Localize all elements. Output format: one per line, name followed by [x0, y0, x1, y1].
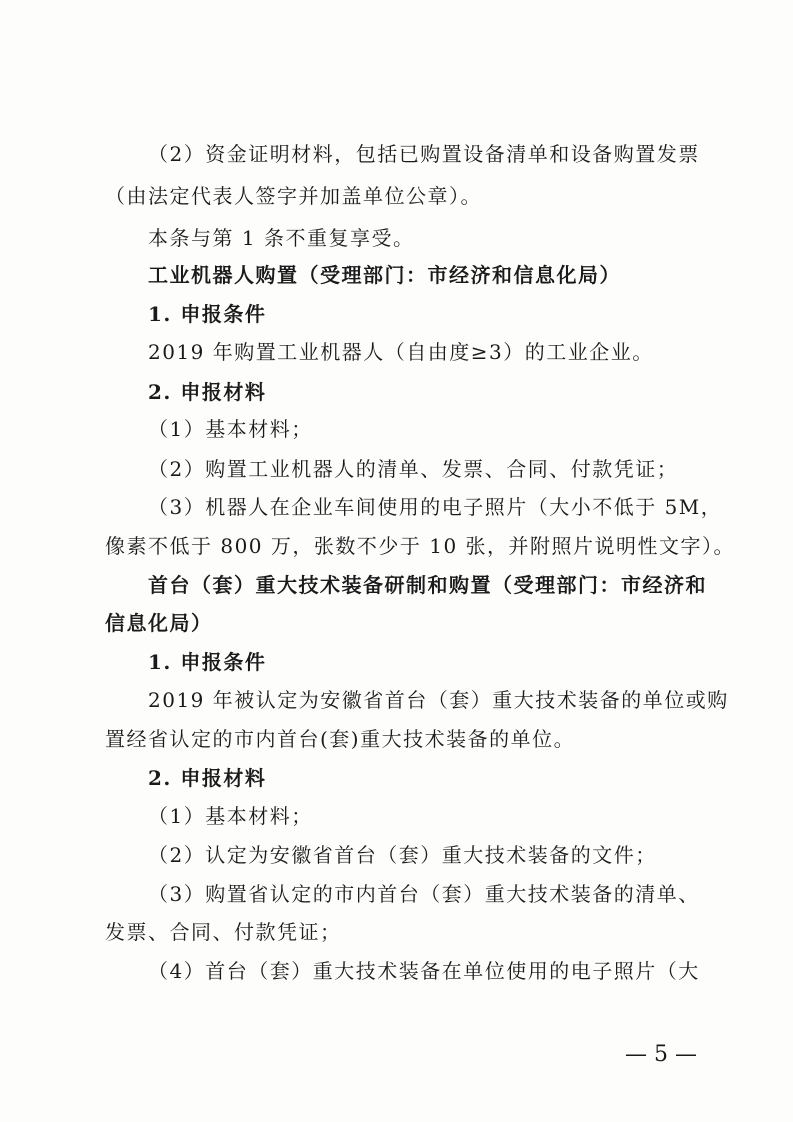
subsection-heading: 1. 申报条件: [148, 650, 267, 674]
section-heading: 首台（套）重大技术装备研制和购置（受理部门：市经济和: [148, 573, 707, 597]
page-number: — 5 —: [625, 1042, 697, 1067]
paragraph-line: （由法定代表人签字并加盖单位公章）。: [105, 184, 482, 208]
paragraph-line: 2019 年购置工业机器人（自由度≥3）的工业企业。: [148, 340, 654, 364]
subsection-heading: 2. 申报材料: [148, 380, 267, 404]
paragraph-line: 置经省认定的市内首台(套)重大技术装备的单位。: [105, 727, 576, 751]
paragraph-line: （1）基本材料；: [148, 417, 313, 441]
paragraph-line: （2）购置工业机器人的清单、发票、合同、付款凭证；: [148, 457, 679, 481]
paragraph-line: 2019 年被认定为安徽省首台（套）重大技术装备的单位或购: [148, 688, 729, 712]
subsection-heading: 2. 申报材料: [148, 766, 267, 790]
paragraph-line: 本条与第 1 条不重复享受。: [148, 226, 415, 250]
paragraph-line: 像素不低于 800 万，张数不少于 10 张，并附照片说明性文字）。: [105, 534, 736, 558]
section-heading: 信息化局）: [105, 611, 213, 635]
paragraph-line: （2）资金证明材料，包括已购置设备清单和设备购置发票: [148, 142, 700, 166]
section-heading: 工业机器人购置（受理部门：市经济和信息化局）: [148, 263, 621, 287]
subsection-heading: 1. 申报条件: [148, 302, 267, 326]
paragraph-line: （3）机器人在企业车间使用的电子照片（大小不低于 5M，: [148, 495, 723, 519]
paragraph-line: （4）首台（套）重大技术装备在单位使用的电子照片（大: [148, 959, 700, 983]
paragraph-line: （1）基本材料；: [148, 804, 313, 828]
paragraph-line: 发票、合同、付款凭证；: [105, 920, 342, 944]
paragraph-line: （2）认定为安徽省首台（套）重大技术装备的文件；: [148, 843, 657, 867]
paragraph-line: （3）购置省认定的市内首台（套）重大技术装备的清单、: [148, 882, 700, 906]
